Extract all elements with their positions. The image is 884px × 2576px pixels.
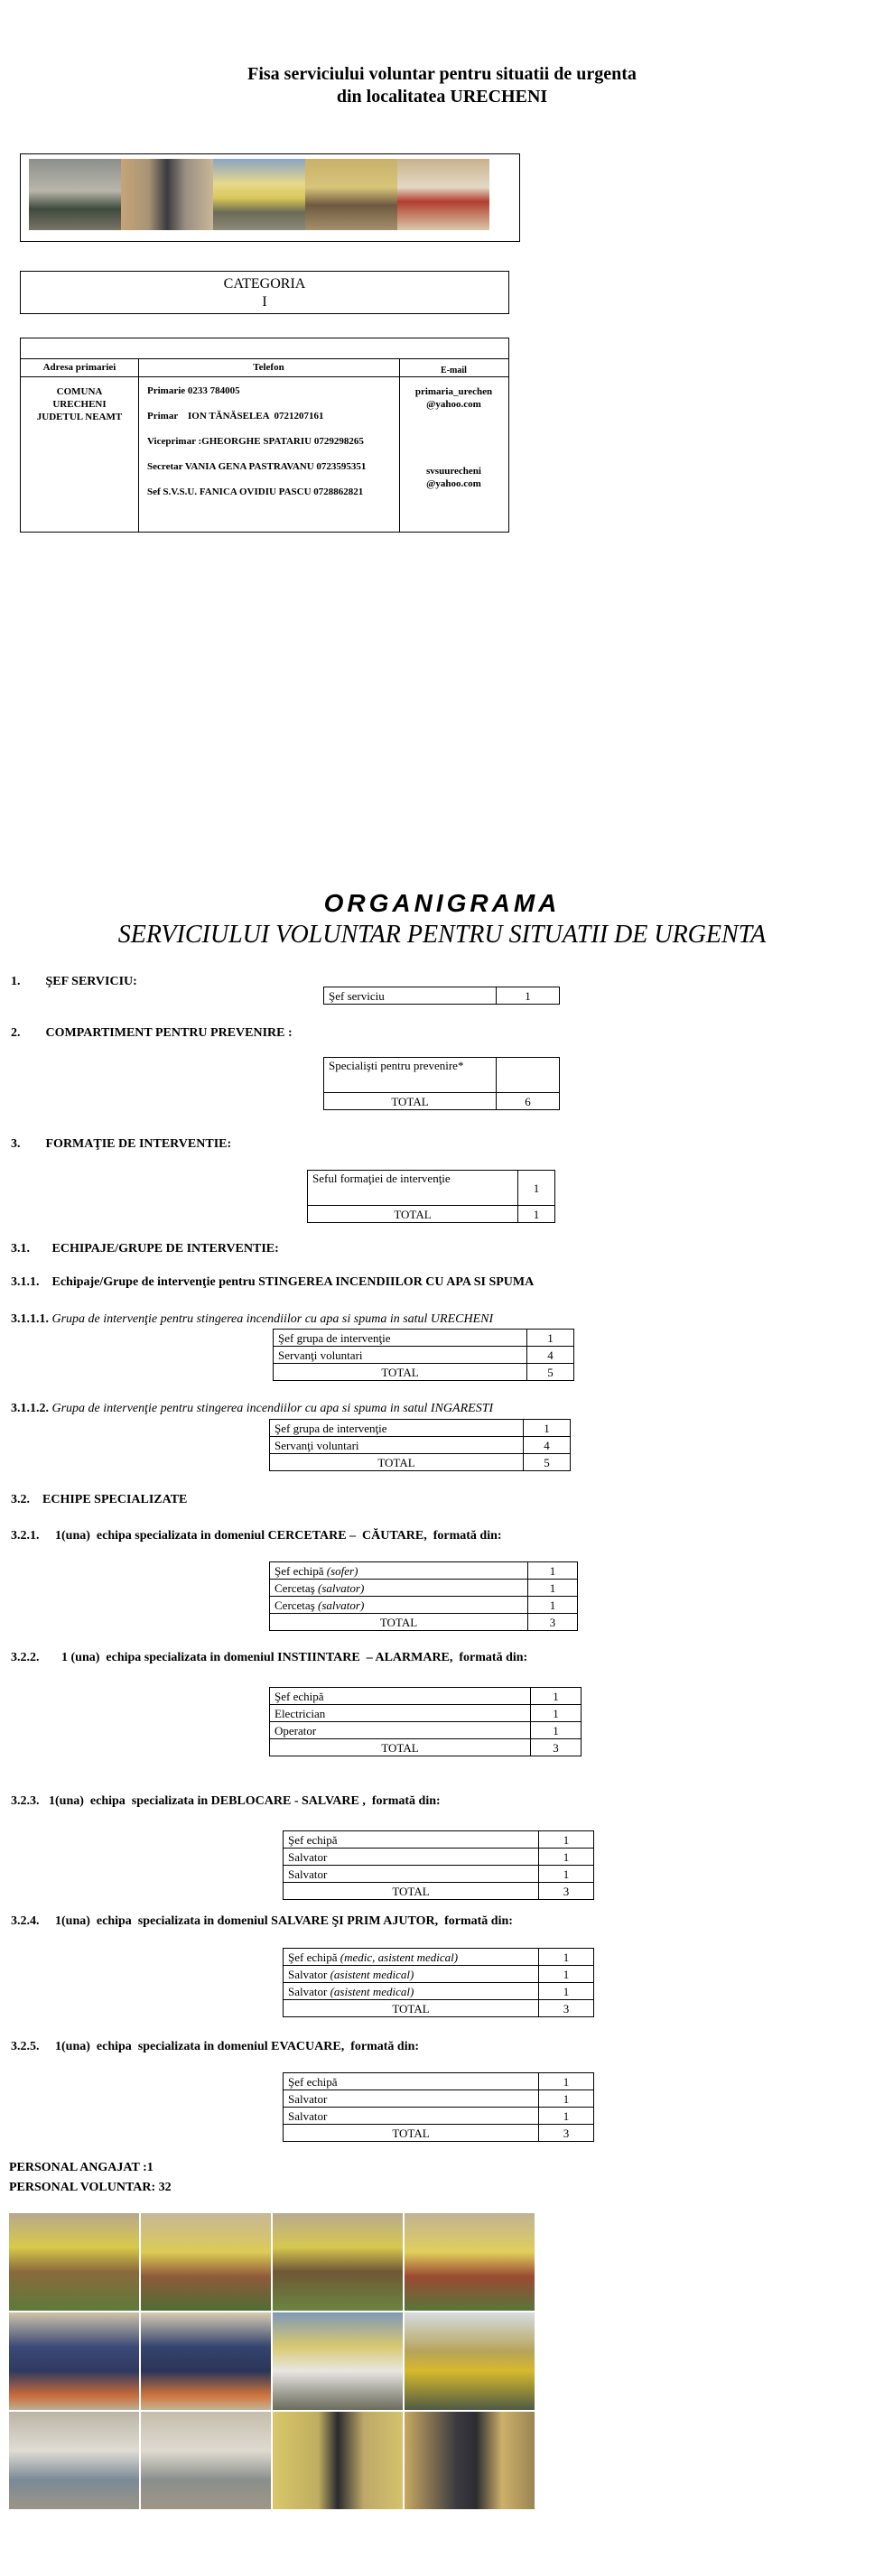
cell-total-label: TOTAL	[284, 2000, 539, 2017]
table-row	[284, 1849, 594, 1866]
team-5-heading: 3.2.5. 1(una) echipa specializata in domeniul EVACUARE, formată din:	[11, 2040, 420, 2053]
cell-value: 1	[539, 2108, 594, 2125]
cell-label: Salvator	[284, 1849, 539, 1866]
role-name: Cercetaş	[275, 1598, 315, 1612]
group-1-heading	[11, 1312, 493, 1327]
photo-office	[29, 159, 121, 230]
cell-value: 1	[528, 1597, 578, 1614]
cell-value: 1	[531, 1688, 582, 1705]
cell-label: Şef echipă	[284, 2073, 539, 2090]
photo-car	[273, 2312, 403, 2410]
cell-total-value: 3	[539, 1883, 594, 1900]
cell-value: 1	[539, 1849, 594, 1866]
role-name: Cercetaş	[275, 1580, 315, 1595]
section-1-heading: 1. ŞEF SERVICIU:	[11, 975, 137, 988]
role-detail: (medic, asistent medical)	[340, 1950, 459, 1964]
table-row	[270, 1580, 578, 1597]
contact-address	[21, 385, 138, 423]
contact-divider-top	[21, 358, 508, 359]
table-row	[284, 1831, 594, 1849]
photo-person-1	[273, 2412, 403, 2509]
cell-label: Şef grupa de intervenţie	[274, 1330, 527, 1347]
cell-value: 1	[539, 1831, 594, 1849]
section-3-2-heading: 3.2. ECHIPE SPECIALIZATE	[11, 1493, 188, 1506]
role-detail: (salvator)	[318, 1580, 365, 1595]
cell-total-label: TOTAL	[274, 1364, 527, 1381]
table-grupa-ingaresti	[269, 1419, 571, 1471]
address-line: URECHENI	[52, 399, 107, 410]
photo-yellow-door-1	[9, 2213, 139, 2311]
cell-value: 4	[524, 1437, 571, 1454]
cell-total-label: TOTAL	[270, 1739, 531, 1756]
table-row	[324, 987, 560, 1005]
org-subtitle: SERVICIULUI VOLUNTAR PENTRU SITUATII DE URGENTA	[117, 921, 767, 949]
role-detail: (salvator)	[318, 1598, 365, 1612]
photo-jacket-1	[9, 2312, 139, 2410]
table-row-total	[324, 1093, 560, 1110]
address-line: COMUNA	[56, 386, 103, 397]
cell-value: 1	[527, 1330, 574, 1347]
table-row	[270, 1597, 578, 1614]
cell-label	[284, 1966, 539, 1983]
staff-employed: PERSONAL ANGAJAT :1	[9, 2161, 154, 2174]
phone-sef-svsu: Sef S.V.S.U. FANICA OVIDIU PASCU 0728862821	[147, 486, 364, 497]
role-name: Salvator	[288, 1984, 328, 1998]
cell-value: 1	[528, 1580, 578, 1597]
cell-value: 1	[524, 1420, 571, 1437]
group-2-number: 3.1.1.2.	[11, 1402, 49, 1415]
role-name: Salvator	[288, 1967, 328, 1981]
cell-value: 1	[539, 1949, 594, 1966]
table-row-total	[270, 1454, 571, 1471]
role-name: Şef echipă	[275, 1563, 324, 1578]
table-row	[270, 1705, 582, 1722]
table-row-total	[284, 2125, 594, 2142]
table-row-total	[308, 1206, 555, 1223]
document-title-line2: din localitatea URECHENI	[336, 87, 548, 107]
org-title: ORGANIGRAMA	[323, 889, 561, 917]
cell-label: Servanţi voluntari	[270, 1437, 524, 1454]
photo-storage-1	[9, 2412, 139, 2509]
table-row	[284, 2108, 594, 2125]
cell-label	[270, 1562, 528, 1580]
photo-building	[213, 159, 305, 230]
photo-equipment	[305, 159, 397, 230]
table-row	[274, 1347, 574, 1364]
category-label: CATEGORIA	[223, 276, 306, 292]
cell-total-value: 5	[527, 1364, 574, 1381]
cell-value: 4	[527, 1347, 574, 1364]
address-line: JUDETUL NEAMT	[36, 412, 123, 422]
phone-viceprimar: Viceprimar :GHEORGHE SPATARIU 0729298265	[147, 436, 364, 447]
cell-value	[497, 1058, 560, 1093]
cell-label: Şef echipă	[284, 1831, 539, 1849]
role-detail: (asistent medical)	[330, 1967, 414, 1981]
contact-header-address: Adresa primariei	[42, 362, 116, 373]
cell-value: 1	[497, 987, 560, 1005]
cell-label	[284, 1949, 539, 1966]
photo-tractor	[405, 2312, 535, 2410]
cell-value: 1	[531, 1722, 582, 1739]
contact-table	[20, 338, 509, 533]
category-value: I	[262, 294, 267, 310]
cell-label	[270, 1597, 528, 1614]
email-primarie[interactable]	[399, 385, 508, 411]
email-line: @yahoo.com	[426, 399, 481, 410]
cell-total-label: TOTAL	[284, 1883, 539, 1900]
phone-primarie: Primarie 0233 784005	[147, 385, 240, 396]
table-instiintare	[269, 1687, 582, 1756]
cell-label: Salvator	[284, 2090, 539, 2108]
table-row	[284, 2073, 594, 2090]
team-1-heading: 3.2.1. 1(una) echipa specializata in domeniul CERCETARE – CĂUTARE, formată din:	[11, 1529, 502, 1543]
group-2-heading	[11, 1402, 493, 1416]
team-2-heading: 3.2.2. 1 (una) echipa specializata in domeniul INSTIINTARE – ALARMARE, formată din:	[11, 1651, 528, 1664]
cell-total-label: TOTAL	[284, 2125, 539, 2142]
table-grupa-urecheni	[273, 1329, 574, 1381]
role-detail: (asistent medical)	[330, 1984, 414, 1998]
table-row	[270, 1437, 571, 1454]
cell-total-value: 1	[518, 1206, 555, 1223]
table-cercetare	[269, 1561, 578, 1631]
cell-label: Salvator	[284, 1866, 539, 1883]
cell-label: Operator	[270, 1722, 531, 1739]
cell-label: Şef serviciu	[324, 987, 497, 1005]
table-row-total	[270, 1614, 578, 1631]
cell-label: Şef echipă	[270, 1688, 531, 1705]
photo-yellow-door-4	[405, 2213, 535, 2311]
cell-total-value: 3	[531, 1739, 582, 1756]
table-row-total	[284, 1883, 594, 1900]
email-line: @yahoo.com	[426, 478, 481, 489]
photo-yellow-door-3	[273, 2213, 403, 2311]
cell-value: 1	[539, 1966, 594, 1983]
table-prevenire	[323, 1057, 560, 1110]
cell-value: 1	[531, 1705, 582, 1722]
cell-value: 1	[539, 1866, 594, 1883]
cell-label: Salvator	[284, 2108, 539, 2125]
team-4-heading: 3.2.4. 1(una) echipa specializata in domeniul SALVARE ŞI PRIM AJUTOR, formată din:	[11, 1914, 513, 1928]
photo-strip	[20, 153, 520, 242]
photo-grid	[9, 2213, 537, 2513]
cell-label: Seful formaţiei de intervenţie	[308, 1171, 518, 1206]
cell-total-value: 3	[539, 2000, 594, 2017]
cell-total-label: TOTAL	[308, 1206, 518, 1223]
table-row	[284, 1966, 594, 1983]
table-sef-serviciu	[323, 987, 560, 1005]
cell-total-value: 3	[528, 1614, 578, 1631]
table-row	[308, 1171, 555, 1206]
table-evacuare	[283, 2072, 594, 2142]
email-line: svsuurecheni	[426, 466, 481, 477]
table-row	[274, 1330, 574, 1347]
cell-total-label: TOTAL	[270, 1454, 524, 1471]
contact-divider-col1	[138, 358, 139, 532]
section-3-heading: 3. FORMAŢIE DE INTERVENTIE:	[11, 1137, 232, 1151]
section-3-1-heading: 3.1. ECHIPAJE/GRUPE DE INTERVENTIE:	[11, 1242, 279, 1256]
contact-header-email: E-mail	[441, 366, 467, 375]
cell-value: 1	[539, 2090, 594, 2108]
cell-total-label: TOTAL	[270, 1614, 528, 1631]
cell-total-value: 6	[497, 1093, 560, 1110]
cell-label	[284, 1983, 539, 2000]
role-detail: (sofer)	[326, 1563, 358, 1578]
group-1-number: 3.1.1.1.	[11, 1312, 49, 1326]
section-2-heading: 2. COMPARTIMENT PENTRU PREVENIRE :	[11, 1026, 293, 1040]
photo-person	[121, 159, 213, 230]
group-2-text: Grupa de intervenţie pentru stingerea incendiilor cu apa si spuma in satul INGARESTI	[51, 1402, 494, 1415]
cell-value: 1	[518, 1171, 555, 1206]
table-row-total	[274, 1364, 574, 1381]
role-name: Şef echipă	[288, 1950, 338, 1964]
cell-total-value: 5	[524, 1454, 571, 1471]
phone-secretar: Secretar VANIA GENA PASTRAVANU 0723595351	[147, 461, 367, 472]
cell-value: 1	[539, 1983, 594, 2000]
cell-label: Electrician	[270, 1705, 531, 1722]
table-row	[270, 1562, 578, 1580]
table-deblocare	[283, 1830, 594, 1900]
email-line: primaria_urechen	[414, 386, 493, 397]
table-formatie	[307, 1170, 555, 1223]
photo-storage-2	[141, 2412, 271, 2509]
phone-primar: Primar ION TĂNĂSELEA 0721207161	[147, 411, 324, 422]
photo-storage	[397, 159, 489, 230]
cell-label: Specialişti pentru prevenire*	[324, 1058, 497, 1093]
staff-volunteer: PERSONAL VOLUNTAR: 32	[9, 2181, 172, 2194]
photo-jacket-2	[141, 2312, 271, 2410]
table-row	[284, 2090, 594, 2108]
cell-label: Servanţi voluntari	[274, 1347, 527, 1364]
cell-label: Şef grupa de intervenţie	[270, 1420, 524, 1437]
cell-total-label: TOTAL	[324, 1093, 497, 1110]
cell-total-value: 3	[539, 2125, 594, 2142]
document-title-line1: Fisa serviciului voluntar pentru situatii de urgenta	[247, 64, 637, 84]
email-svsu[interactable]	[399, 465, 508, 490]
team-3-heading: 3.2.3. 1(una) echipa specializata in DEBLOCARE - SALVARE , formată din:	[11, 1794, 441, 1808]
section-3-1-1-heading: 3.1.1. Echipaje/Grupe de intervenţie pentru STINGEREA INCENDIILOR CU APA SI SPUMA	[11, 1275, 535, 1289]
photo-yellow-door-2	[141, 2213, 271, 2311]
contact-divider-header	[21, 376, 508, 377]
table-row	[270, 1688, 582, 1705]
photo-person-2	[405, 2412, 535, 2509]
table-row	[284, 1949, 594, 1966]
contact-divider-col2	[399, 358, 400, 532]
cell-value: 1	[528, 1562, 578, 1580]
group-1-text: Grupa de intervenţie pentru stingerea incendiilor cu apa si spuma in satul URECHENI	[51, 1312, 494, 1326]
cell-value: 1	[539, 2073, 594, 2090]
table-row	[284, 1983, 594, 2000]
contact-header-phone: Telefon	[253, 362, 284, 373]
table-row	[284, 1866, 594, 1883]
table-row-total	[270, 1739, 582, 1756]
table-row-total	[284, 2000, 594, 2017]
table-row	[270, 1420, 571, 1437]
table-prim-ajutor	[283, 1948, 594, 2017]
cell-label	[270, 1580, 528, 1597]
table-row	[270, 1722, 582, 1739]
table-row	[324, 1058, 560, 1093]
category-box	[20, 271, 509, 314]
